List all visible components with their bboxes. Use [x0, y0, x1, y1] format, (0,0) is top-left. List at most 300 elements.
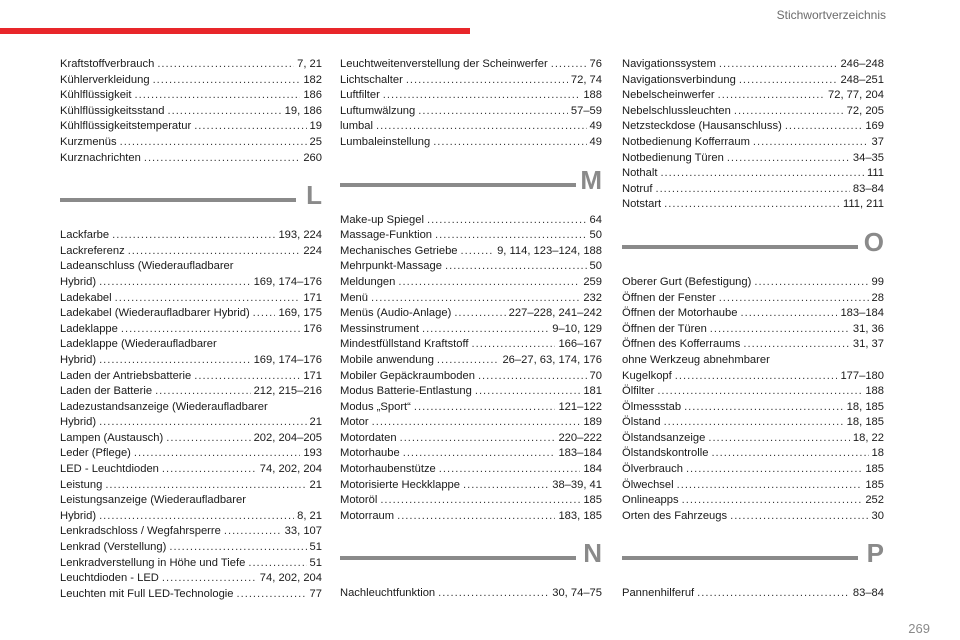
entry-pages: 51	[309, 541, 322, 554]
dot-leader	[551, 57, 587, 73]
index-entry	[60, 462, 322, 478]
dot-leader	[383, 88, 581, 104]
index-entry	[60, 556, 322, 572]
entry-term: Menüs (Audio-Anlage)	[340, 307, 452, 320]
entry-pages: 7, 21	[297, 58, 322, 70]
dot-leader	[675, 369, 838, 385]
index-entry	[340, 478, 602, 494]
dot-leader	[155, 384, 251, 400]
entry-term: Lichtschalter	[340, 73, 403, 86]
entry-term: Meldungen	[340, 275, 396, 288]
section-letter: O	[863, 226, 884, 257]
entry-term: Nebelschlussleuchten	[622, 104, 731, 117]
dot-leader	[697, 586, 850, 602]
entry-term: Nothalt	[622, 167, 658, 180]
dot-leader	[397, 509, 555, 525]
dot-leader	[753, 135, 869, 151]
entry-pages: 171	[303, 369, 322, 382]
dot-leader	[144, 151, 300, 167]
entry-pages: 31, 37	[852, 338, 884, 351]
index-entry	[340, 119, 602, 135]
dot-leader	[162, 571, 257, 587]
section-letter: L	[306, 180, 322, 211]
dot-leader	[194, 119, 306, 135]
entry-pages: 8, 21	[297, 509, 322, 522]
entry-term: Motorhaube	[340, 447, 400, 460]
dot-leader	[740, 306, 837, 322]
entry-pages: 50	[589, 260, 602, 273]
index-entry	[340, 291, 602, 307]
entry-term: Leuchtdioden - LED	[60, 572, 159, 585]
entry-pages: 183, 185	[558, 509, 602, 522]
entry-term: Pannenhilferuf	[622, 587, 695, 600]
index-entry	[60, 104, 322, 120]
entry-term: Kurznachrichten	[60, 151, 141, 164]
dot-leader	[99, 275, 251, 291]
entry-pages: 19	[309, 120, 322, 133]
entry-term: Menü	[340, 291, 368, 304]
index-entry	[622, 493, 884, 509]
dot-leader	[427, 213, 587, 229]
dot-leader	[406, 73, 568, 89]
entry-term: Notbedienung Kofferraum	[622, 135, 750, 148]
entry-pages: 121–122	[558, 400, 602, 413]
section-header-o	[622, 226, 884, 269]
entry-pages: 183–184	[558, 447, 602, 460]
entry-pages: 83–84	[852, 182, 884, 195]
index-entry	[622, 275, 884, 291]
entry-pages: 184	[583, 463, 602, 476]
dot-leader	[153, 73, 301, 89]
index-entry	[340, 244, 602, 260]
entry-pages: 21	[309, 416, 322, 429]
entry-term: Notbedienung Türen	[622, 151, 724, 164]
entry-pages: 77	[309, 587, 322, 600]
index-entry	[622, 151, 884, 167]
dot-leader	[743, 337, 850, 353]
entry-term: Luftfilter	[340, 89, 380, 102]
index-entry	[340, 73, 602, 89]
index-entry	[622, 73, 884, 89]
entry-pages: 248–251	[840, 73, 884, 86]
entry-pages: 259	[583, 275, 602, 288]
entry-term: Motor	[340, 416, 369, 429]
dot-leader	[380, 493, 580, 509]
index-entry	[60, 540, 322, 556]
entry-term: Massage-Funktion	[340, 229, 433, 242]
index-entry-continuation: Ladeklappe (Wiederaufladbarer	[60, 338, 217, 351]
index-entry	[622, 104, 884, 120]
entry-term: Oberer Gurt (Befestigung)	[622, 275, 752, 288]
dot-leader	[121, 322, 300, 338]
index-entry	[622, 400, 884, 416]
entry-pages: 18, 185	[846, 400, 884, 413]
index-entry	[60, 446, 322, 462]
dot-leader	[463, 478, 549, 494]
dot-leader	[684, 400, 844, 416]
entry-term: Lackfarbe	[60, 229, 110, 242]
index-entry	[622, 337, 884, 353]
index-entry	[340, 353, 602, 369]
dot-leader	[711, 446, 868, 462]
index-entry	[340, 104, 602, 120]
entry-pages: 202, 204–205	[253, 431, 322, 444]
index-entry	[340, 586, 602, 602]
entry-pages: 25	[309, 135, 322, 148]
dot-leader	[475, 384, 580, 400]
index-entry	[622, 119, 884, 135]
entry-pages: 51	[309, 556, 322, 569]
dot-leader	[437, 353, 500, 369]
entry-term: Ölverbrauch	[622, 463, 683, 476]
entry-term: Lackreferenz	[60, 244, 125, 257]
entry-term: Kühlflüssigkeitsstand	[60, 104, 165, 117]
entry-list	[60, 57, 322, 166]
index-entry	[60, 275, 322, 291]
entry-pages: 21	[309, 478, 322, 491]
index-entry	[340, 135, 602, 151]
dot-leader	[655, 182, 849, 198]
entry-term: Notstart	[622, 198, 662, 211]
entry-pages: 38–39, 41	[552, 478, 602, 491]
dot-leader	[664, 197, 840, 213]
index-entry-continuation: Leistungsanzeige (Wiederaufladbarer	[60, 494, 246, 507]
entry-pages: 30	[871, 509, 884, 522]
index-entry	[340, 322, 602, 338]
index-entry	[60, 384, 322, 400]
index-entry-continuation: Ladezustandsanzeige (Wiederaufladbarer	[60, 400, 268, 413]
entry-pages: 49	[589, 120, 602, 133]
index-entry	[622, 306, 884, 322]
entry-term: Hybrid)	[60, 275, 97, 288]
dot-leader	[169, 540, 306, 556]
index-entry	[622, 322, 884, 338]
dot-leader	[472, 337, 556, 353]
entry-pages: 212, 215–216	[253, 385, 322, 398]
dot-leader	[237, 587, 307, 603]
entry-list	[622, 57, 884, 213]
entry-pages: 70	[589, 369, 602, 382]
dot-leader	[120, 135, 307, 151]
dot-leader	[435, 228, 587, 244]
section-header-n	[340, 538, 602, 580]
dot-leader	[433, 135, 586, 151]
entry-term: Netzsteckdose (Hausanschluss)	[622, 120, 782, 133]
index-entry	[340, 306, 602, 322]
entry-pages: 224	[303, 244, 322, 257]
entry-term: Notruf	[622, 182, 653, 195]
entry-pages: 188	[865, 385, 884, 398]
dot-leader	[478, 369, 587, 385]
entry-term: Kurzmenüs	[60, 135, 117, 148]
dot-leader	[461, 244, 495, 260]
index-entry	[340, 57, 602, 73]
entry-term: Motorisierte Heckklappe	[340, 478, 461, 491]
index-entry	[60, 571, 322, 587]
section-divider	[622, 245, 858, 249]
index-entry	[340, 213, 602, 229]
entry-term: Ladekabel	[60, 291, 112, 304]
index-entry	[622, 415, 884, 431]
index-entry	[622, 586, 884, 602]
index-entry	[340, 228, 602, 244]
index-entry	[60, 306, 322, 322]
index-entry	[340, 462, 602, 478]
dot-leader	[418, 104, 568, 120]
entry-pages: 193, 224	[278, 229, 322, 242]
entry-term: LED - Leuchtdioden	[60, 463, 159, 476]
dot-leader	[398, 275, 580, 291]
index-entry	[60, 291, 322, 307]
dot-leader	[785, 119, 863, 135]
dot-leader	[376, 119, 587, 135]
entry-term: Nachleuchtfunktion	[340, 587, 436, 600]
entry-list	[622, 586, 884, 602]
dot-leader	[439, 462, 581, 478]
entry-pages: 260	[303, 151, 322, 164]
dot-leader	[454, 306, 505, 322]
index-entry	[60, 431, 322, 447]
index-entry	[60, 228, 322, 244]
dot-leader	[157, 57, 294, 73]
entry-term: Ölmessstab	[622, 400, 682, 413]
dot-leader	[438, 586, 549, 602]
index-entry	[622, 446, 884, 462]
entry-term: Motorraum	[340, 509, 395, 522]
entry-term: Öffnen der Türen	[622, 322, 707, 335]
entry-pages: 18, 185	[846, 416, 884, 429]
entry-pages: 193	[303, 447, 322, 460]
entry-pages: 34–35	[852, 151, 884, 164]
entry-term: Onlineapps	[622, 494, 679, 507]
dot-leader	[403, 446, 556, 462]
dot-leader	[727, 151, 850, 167]
entry-pages: 19, 186	[284, 104, 322, 117]
entry-pages: 252	[865, 494, 884, 507]
entry-term: Mindestfüllstand Kraftstoff	[340, 338, 469, 351]
entry-term: Laden der Antriebsbatterie	[60, 369, 192, 382]
index-entry	[340, 337, 602, 353]
entry-term: Modus „Sport“	[340, 400, 411, 413]
dot-leader	[718, 88, 825, 104]
entry-term: Ölwechsel	[622, 478, 674, 491]
entry-pages: 26–27, 63, 174, 176	[502, 353, 602, 366]
dot-leader	[657, 384, 862, 400]
entry-term: Mehrpunkt-Massage	[340, 260, 442, 273]
index-entry	[340, 275, 602, 291]
entry-pages: 30, 74–75	[552, 587, 602, 600]
dot-leader	[166, 431, 250, 447]
entry-list	[340, 213, 602, 525]
index-entry	[60, 135, 322, 151]
dot-leader	[677, 478, 863, 494]
entry-term: Messinstrument	[340, 322, 419, 335]
index-entry	[60, 587, 322, 603]
entry-pages: 72, 205	[846, 104, 884, 117]
dot-leader	[719, 291, 869, 307]
entry-pages: 169, 174–176	[253, 353, 322, 366]
entry-pages: 83–84	[852, 587, 884, 600]
entry-term: Kraftstoffverbrauch	[60, 58, 155, 70]
dot-leader	[371, 291, 580, 307]
index-entry	[622, 88, 884, 104]
index-entry	[622, 369, 884, 385]
entry-term: Hybrid)	[60, 416, 97, 429]
entry-pages: 72, 77, 204	[828, 89, 884, 102]
dot-leader	[708, 431, 850, 447]
entry-term: Öffnen der Motorhaube	[622, 307, 738, 320]
index-entry	[60, 244, 322, 260]
entry-pages: 232	[583, 291, 602, 304]
index-entry	[340, 415, 602, 431]
dot-leader	[660, 166, 864, 182]
entry-list	[340, 57, 602, 151]
entry-pages: 183–184	[840, 307, 884, 320]
entry-pages: 220–222	[558, 431, 602, 444]
dot-leader	[248, 556, 306, 572]
index-column-3	[622, 57, 884, 602]
entry-pages: 111	[866, 167, 884, 180]
entry-pages: 64	[589, 213, 602, 226]
index-entry	[340, 259, 602, 275]
dot-leader	[253, 306, 276, 322]
entry-pages: 185	[865, 463, 884, 476]
entry-pages: 181	[583, 385, 602, 398]
entry-pages: 33, 107	[284, 525, 322, 538]
entry-term: Lampen (Austausch)	[60, 431, 164, 444]
index-entry-continuation: Ladeanschluss (Wiederaufladbarer	[60, 260, 234, 273]
dot-leader	[719, 57, 838, 73]
dot-leader	[754, 275, 868, 291]
section-letter: P	[866, 538, 884, 569]
index-entry	[340, 431, 602, 447]
entry-term: Leistung	[60, 478, 103, 491]
entry-term: Kugelkopf	[622, 369, 672, 382]
section-divider	[60, 198, 296, 202]
entry-pages: 169	[865, 120, 884, 133]
dot-leader	[134, 446, 300, 462]
index-entry	[622, 478, 884, 494]
section-divider	[340, 183, 576, 187]
dot-leader	[99, 415, 306, 431]
index-entry	[60, 353, 322, 369]
section-divider	[340, 556, 576, 560]
page-number: 269	[908, 621, 930, 636]
index-entry	[60, 88, 322, 104]
entry-pages: 246–248	[840, 58, 884, 70]
entry-term: Laden der Batterie	[60, 385, 153, 398]
entry-term: Mobile anwendung	[340, 353, 434, 366]
entry-pages: 189	[583, 416, 602, 429]
index-column-2	[340, 57, 602, 602]
entry-term: Öffnen des Kofferraums	[622, 338, 741, 351]
dot-leader	[162, 462, 257, 478]
entry-list	[622, 275, 884, 525]
entry-pages: 74, 202, 204	[259, 463, 322, 476]
dot-leader	[400, 431, 556, 447]
entry-pages: 76	[589, 58, 602, 70]
page-title: Stichwortverzeichnis	[776, 8, 886, 22]
entry-pages: 9, 114, 123–124, 188	[497, 244, 602, 257]
dot-leader	[414, 400, 556, 416]
dot-leader	[194, 369, 300, 385]
entry-term: Lenkradverstellung in Höhe und Tiefe	[60, 556, 246, 569]
dot-leader	[105, 478, 306, 494]
entry-pages: 169, 174–176	[253, 275, 322, 288]
dot-leader	[112, 228, 275, 244]
entry-term: Ölstandsanzeige	[622, 431, 706, 444]
entry-term: Nebelscheinwerfer	[622, 89, 715, 102]
entry-term: Hybrid)	[60, 509, 97, 522]
entry-term: Mobiler Gepäckraumboden	[340, 369, 475, 382]
entry-pages: 74, 202, 204	[259, 572, 322, 585]
index-entry	[60, 151, 322, 167]
index-column-1	[60, 57, 322, 602]
dot-leader	[682, 493, 863, 509]
index-entry	[622, 57, 884, 73]
entry-pages: 72, 74	[570, 73, 602, 86]
entry-pages: 18	[871, 447, 884, 460]
entry-term: Ölstand	[622, 416, 661, 429]
entry-term: Leuchtweitenverstellung der Scheinwerfer	[340, 58, 548, 70]
entry-pages: 185	[583, 494, 602, 507]
index-entry	[622, 509, 884, 525]
dot-leader	[372, 415, 581, 431]
entry-term: Ölfilter	[622, 385, 655, 398]
index-entry	[60, 57, 322, 73]
entry-term: Kühlerverkleidung	[60, 73, 150, 86]
entry-term: Leder (Pflege)	[60, 447, 131, 460]
index-entry	[60, 524, 322, 540]
entry-pages: 185	[865, 478, 884, 491]
entry-pages: 186	[303, 89, 322, 102]
section-header-m	[340, 164, 602, 207]
entry-term: Lenkrad (Verstellung)	[60, 541, 167, 554]
dot-leader	[115, 291, 301, 307]
dot-leader	[167, 104, 281, 120]
index-entry	[340, 493, 602, 509]
entry-term: Navigationsverbindung	[622, 73, 736, 86]
entry-term: Make-up Spiegel	[340, 213, 424, 226]
entry-term: Lumbaleinstellung	[340, 135, 431, 148]
dot-leader	[734, 104, 844, 120]
entry-term: Motorhaubenstütze	[340, 463, 436, 476]
section-letter: N	[583, 538, 602, 569]
index-entry	[622, 291, 884, 307]
dot-leader	[686, 462, 862, 478]
entry-term: Kühlflüssigkeit	[60, 89, 132, 102]
index-entry	[60, 119, 322, 135]
entry-term: Ölstandskontrolle	[622, 447, 709, 460]
entry-term: Orten des Fahrzeugs	[622, 509, 728, 522]
entry-pages: 171	[303, 291, 322, 304]
entry-term: Motoröl	[340, 494, 378, 507]
entry-pages: 111, 211	[842, 198, 884, 211]
entry-term: Hybrid)	[60, 353, 97, 366]
index-entry	[60, 322, 322, 338]
entry-pages: 50	[589, 229, 602, 242]
entry-pages: 188	[583, 89, 602, 102]
index-entry	[622, 462, 884, 478]
entry-term: Navigationssystem	[622, 58, 716, 70]
index-entry	[622, 431, 884, 447]
entry-term: Ladeklappe	[60, 322, 118, 335]
index-entry	[340, 509, 602, 525]
dot-leader	[422, 322, 549, 338]
index-entry	[622, 135, 884, 151]
entry-pages: 227–228, 241–242	[508, 307, 602, 320]
entry-term: Ladekabel (Wiederaufladbarer Hybrid)	[60, 307, 250, 320]
